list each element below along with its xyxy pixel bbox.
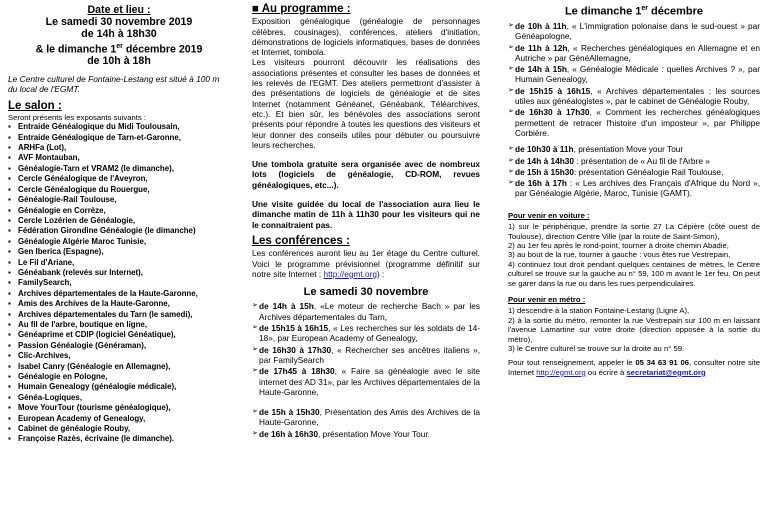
exhibitor-item: ▪ Cercle Lozérien de Généalogie,: [8, 216, 230, 226]
programme-item: [508, 178, 760, 199]
exhibitor-item: ▪ FamilySearch,: [8, 278, 230, 288]
exhibitor-item: ▪ Amis des Archives de la Haute-Garonne,: [8, 299, 230, 309]
arrow-icon: ➢: [508, 108, 514, 116]
exhibitor-item: ▪ Françoise Razès, écrivaine (le dimanche).: [8, 434, 230, 444]
exhibitor-item: ▪ Généalogie-Tarn et VRAM2 (le dimanche),: [8, 164, 230, 174]
arrow-icon: ➢: [508, 167, 514, 175]
location-intro: Le Centre culturel de Fontaine-Lestang est situé à 100 m du local de l'EGMT.: [8, 73, 220, 95]
programme-text: , «Le moteur de recherche Bach » par les Archives départementales du Tarn,: [259, 301, 480, 322]
programme-text: , Présentation des Amis des Archives de la Haute-Garonne,: [259, 407, 480, 428]
exhibitor-item: ▪ Isabel Canry (Généalogie en Allemagne),: [8, 362, 230, 372]
exhibitor-item: ▪ Fédération Girondine Généalogie (le dimanche): [8, 226, 230, 236]
programme-item: [508, 64, 760, 85]
contact-site-link[interactable]: http://egmt.org: [536, 367, 586, 377]
samedi-heading: Le samedi 30 novembre: [303, 286, 429, 299]
date-heading: Date et lieu :: [87, 4, 151, 16]
exhibitor-item: ▪ Archives départementales de la Haute-Garonne,: [8, 289, 230, 299]
programme-paragraph-1: Exposition généalogique (généalogie de personnages célèbres, cousinages), conférences, ateliers d'initiation, démonstrations de logiciels informatiques, bases de données et Internet, tombola.: [252, 16, 480, 58]
programme-text: , « Généalogie Médicale : quelles Archives ? », par Humain Genealogy,: [515, 64, 760, 85]
arrow-icon: ➢: [508, 86, 514, 94]
programme-text: , présentation Move your Tour: [573, 144, 684, 155]
programme-time: de 17h45 à 18h30: [259, 366, 335, 377]
programme-time: de 14h à 15h: [515, 64, 567, 75]
metro-step: 2) à la sortie du métro, remonter la rue Vestrepain sur 100 m en laissant l'avenue Lamartine sur votre droite (direction opposée à la sortie du métro),: [508, 315, 760, 344]
programme-item: [508, 144, 760, 154]
exhibitor-item: ▪ Généalogie-Rail Toulouse,: [8, 195, 230, 205]
date-line-3: & le dimanche 1er décembre 2019: [35, 42, 203, 56]
exhibitor-item: ▪ Passion Généalogie (Généraman),: [8, 341, 230, 351]
programme-text: , « L'immigration polonaise dans le sud-ouest » par Généapologne,: [515, 20, 760, 42]
arrow-icon: ➢: [508, 65, 514, 73]
programme-item: [508, 21, 760, 42]
exhibitor-item: ▪ Humain Genealogy (généalogie médicale),: [8, 382, 230, 392]
samedi-conferences: [252, 301, 480, 397]
arrow-icon: ➢: [508, 145, 514, 153]
programme-heading: ■ Au programme :: [252, 3, 351, 15]
exhibitor-item: ▪ European Academy of Genealogy,: [8, 414, 230, 424]
exhibitor-item: ▪ Généalogie en Pologne,: [8, 372, 230, 382]
voiture-step: 4) continuez tout droit pendant quelques centaines de mètres, le Centre culturel se trouve sur la gauche au n° 59, 100 m avant le 1er feu. On peut se garer dans la rue ou dans les rues perpendiculaires.: [508, 259, 760, 288]
exhibitor-item: ▪ Généalogie en Corrèze,: [8, 206, 230, 216]
exhibitor-item: ▪ Gen Iberica (Espagne),: [8, 247, 230, 257]
arrow-icon: ➢: [252, 408, 258, 416]
arrow-icon: ➢: [252, 324, 258, 332]
metro-directions: [508, 306, 760, 353]
programme-item: [252, 301, 480, 322]
programme-time: de 15h à 15h30: [515, 166, 575, 177]
programme-item: [252, 366, 480, 397]
arrow-icon: ➢: [252, 302, 258, 310]
voiture-step: 3) au bout de la rue, tourner à gauche : vous êtes rue Vestrepain,: [508, 250, 731, 260]
phone-number: 05 34 63 91 06: [635, 358, 689, 368]
programme-time: de 10h30 à 11h: [515, 144, 574, 155]
programme-time: de 15h15 à 16h15: [259, 323, 329, 334]
arrow-icon: ➢: [508, 43, 514, 51]
programme-item: [508, 86, 760, 107]
voiture-directions: [508, 222, 760, 288]
programme-item: [252, 429, 480, 439]
programme-text: , « Archives départementales : les sources utiles aux généalogistes », par le cabinet de Généalogie Rouby,: [515, 85, 760, 107]
programme-time: de 16h30 à 17h30: [515, 107, 590, 118]
programme-time: de 11h à 12h: [515, 42, 568, 53]
programme-text: , présentation Move Your Tour.: [318, 428, 430, 439]
metro-step: 1) descendre à la station Fontaine-Lestang (Ligne A),: [508, 306, 690, 316]
exhibitor-item: ▪ Généaprime et CDIP (logiciel Généatique),: [8, 330, 230, 340]
exhibitor-item: ▪ ARHFa (Lot),: [8, 143, 230, 153]
programme-time: de 14h à 15h: [259, 301, 314, 312]
exhibitor-item: ▪ Move YourTour (tourisme généalogique),: [8, 403, 230, 413]
conferences-heading: Les conférences :: [252, 234, 350, 247]
exhibitor-item: ▪ Généabank (relevés sur Internet),: [8, 268, 230, 278]
programme-text: : présentation Généalogie Rail Toulouse,: [574, 166, 724, 177]
site-link[interactable]: http://egmt.org: [323, 268, 377, 279]
conferences-intro: Les conférences auront lieu au 1er étage du Centre culturel. Voici le programme prévisionnel (programme définitif sur notre site Internet : http://egmt.org) :: [252, 248, 480, 279]
exhibitor-item: ▪ Cercle Généalogique de l'Aveyron,: [8, 174, 230, 184]
programme-time: de 15h à 15h30: [259, 407, 320, 418]
programme-paragraph-2: Les visiteurs pourront découvrir les réalisations des associations présentes et consulter les bases de données et les relevés de l'EGMT. Des ateliers permettront d'assister à des présentations de logiciels de généalogie et de sites Internet (notamment Généanet, Généabank, Téléarchives, etc.). Et bien sûr, les bénévoles des associations seront présents pour répondre à toutes les questions des visiteurs et leur donner des conseils utiles pour débuter ou poursuivre leurs recherches.: [252, 57, 480, 150]
arrow-icon: ➢: [508, 179, 514, 187]
date-line-1: Le samedi 30 novembre 2019: [45, 16, 193, 29]
column-middle: [252, 4, 480, 440]
arrow-icon: ➢: [508, 156, 514, 164]
programme-text: , « Faire sa généalogie avec le site internet des AD 31», par les Archives départementales de la Haute-Garonne,: [259, 366, 481, 397]
exhibitor-item: ▪ Entraide Généalogique de Tarn-et-Garonne,: [8, 133, 230, 143]
voiture-step: 1) sur le périphérique, prendre la sortie 27 La Cépière (côté ouest de Toulouse), direction Centre Ville (par la route de Saint-Simon),: [508, 222, 760, 241]
programme-item: [508, 156, 760, 166]
arrow-icon: ➢: [252, 367, 258, 375]
tombola-text: Une tombola gratuite sera organisée avec de nombreux lots (logiciels de généalogie, CD-ROM, revues généalogiques, etc...).: [252, 159, 480, 190]
programme-item: [508, 43, 760, 64]
date-line-4: de 10h à 18h: [87, 55, 151, 68]
salon-intro: Seront présents les exposants suivants :: [8, 112, 147, 122]
date-line-2: de 14h à 18h30: [81, 28, 157, 41]
programme-text: , « Les recherches sur les soldats de 14-18», par European Academy of Genealogy,: [259, 323, 481, 344]
exhibitor-item: ▪ Cercle Généalogique du Rouergue,: [8, 185, 230, 195]
programme-item: [252, 345, 480, 366]
exhibitor-item: ▪ Cabinet de généalogie Rouby,: [8, 424, 230, 434]
metro-heading: Pour venir en métro :: [508, 294, 586, 304]
dimanche-heading: Le dimanche 1er décembre: [564, 5, 704, 18]
programme-time: de 16h à 17h: [515, 178, 567, 189]
programme-time: de 15h15 à 16h15: [515, 85, 591, 96]
contact-info: Pour tout renseignement, appeler le 05 34 63 91 06, consulter notre site Internet http://egmt.org ou écrire à secretariat@egmt.org: [508, 358, 760, 377]
programme-time: de 16h à 16h30: [259, 428, 319, 439]
exhibitor-item: ▪ Clic-Archives,: [8, 351, 230, 361]
programme-time: de 14h à 14h30: [515, 155, 575, 166]
visite-text: Une visite guidée du local de l'association aura lieu le dimanche matin de 11h à 11h30 pour les visiteurs qui ne le connaitraient pas.: [252, 199, 480, 230]
dimanche-conferences: [508, 21, 760, 138]
metro-step: 3) le Centre culturel se trouve sur la droite au n° 59.: [508, 343, 685, 353]
exhibitor-item: ▪ Au fil de l'arbre, boutique en ligne,: [8, 320, 230, 330]
column-left: [8, 4, 230, 445]
programme-text: , « Comment les recherches généalogiques permettent de retracer l'histoire d'un imposteur », par Philippe Corbière.: [515, 107, 760, 138]
programme-text: , « Rechercher ses ancêtres italiens », par FamilySearch: [259, 344, 480, 365]
exhibitor-item: ▪ Le Fil d'Ariane,: [8, 258, 230, 268]
arrow-icon: ➢: [508, 21, 514, 29]
arrow-icon: ➢: [252, 429, 258, 437]
dimanche-presentations: [508, 144, 760, 198]
salon-heading: Le salon :: [8, 99, 62, 112]
programme-text: , « Recherches généalogiques en Allemagne et en Autriche » par GénéAllemagne,: [515, 42, 760, 63]
voiture-step: 2) au 1er feu après le rond-point, tourner à droite chemin Abadie,: [508, 240, 729, 250]
programme-text: : présentation de « Au fil de l'Arbre »: [574, 155, 710, 166]
programme-item: [252, 323, 480, 344]
exhibitor-item: ▪ Généalogie Algérie Maroc Tunisie,: [8, 237, 230, 247]
column-right: [508, 4, 760, 377]
programme-text: : « Les archives des Français d'Afrique du Nord », par Généalogie Algérie, Maroc, Tunisie (GAMT).: [515, 178, 760, 199]
programme-time: de 10h à 11h: [515, 20, 567, 31]
programme-time: de 16h30 à 17h30: [259, 344, 332, 355]
exhibitor-item: ▪ Archives départementales du Tarn (le samedi),: [8, 310, 230, 320]
exhibitor-item: ▪ Généa-Logiques,: [8, 393, 230, 403]
exhibitor-item: ▪ Entraide Généalogique du Midi Toulousain,: [8, 122, 230, 132]
exhibitor-item: ▪ AVF Montauban,: [8, 153, 230, 163]
programme-item: [252, 407, 480, 428]
programme-item: [508, 107, 760, 138]
voiture-heading: Pour venir en voiture :: [508, 210, 590, 220]
arrow-icon: ➢: [252, 345, 258, 353]
contact-email-link[interactable]: secretariat@egmt.org: [626, 367, 706, 377]
samedi-presentations: [252, 407, 480, 439]
exhibitor-list: [8, 122, 230, 445]
programme-item: [508, 167, 760, 177]
